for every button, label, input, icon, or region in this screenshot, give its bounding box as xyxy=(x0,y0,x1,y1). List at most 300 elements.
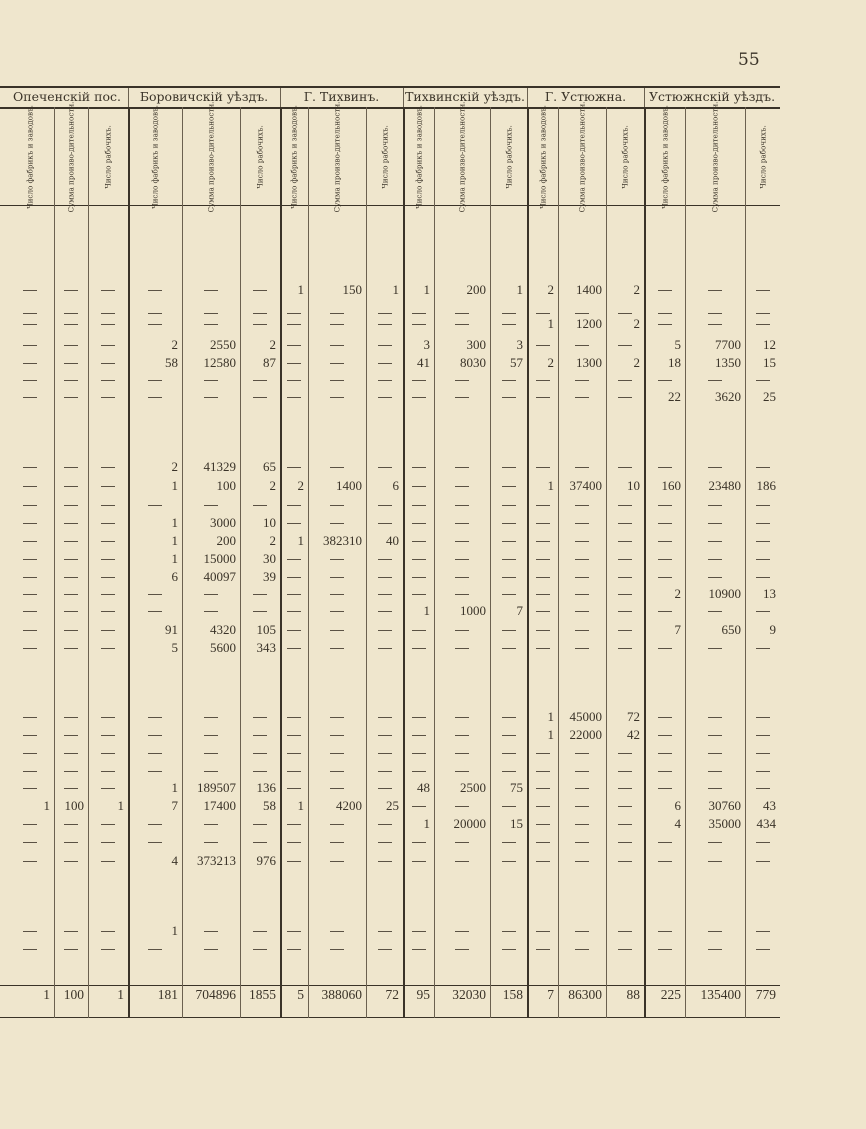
table-cell: 37400 xyxy=(569,478,602,493)
table-row xyxy=(0,603,866,619)
empty-cell-dash xyxy=(575,611,589,612)
empty-cell-dash xyxy=(618,648,632,649)
table-cell: 10 xyxy=(263,515,276,530)
empty-cell-dash xyxy=(64,717,78,718)
empty-cell-dash xyxy=(502,559,516,560)
empty-cell-dash xyxy=(64,949,78,950)
empty-cell-dash xyxy=(253,397,267,398)
empty-cell-dash xyxy=(455,717,469,718)
empty-cell-dash xyxy=(412,861,426,862)
table-row xyxy=(0,316,866,332)
empty-cell-dash xyxy=(287,861,301,862)
table-row xyxy=(0,853,866,869)
empty-cell-dash xyxy=(23,630,37,631)
empty-cell-dash xyxy=(378,717,392,718)
empty-cell-dash xyxy=(658,523,672,524)
table-row xyxy=(0,586,866,602)
table-row xyxy=(0,569,866,585)
empty-cell-dash xyxy=(23,577,37,578)
empty-cell-dash xyxy=(101,771,115,772)
table-cell: 2 xyxy=(547,282,554,297)
empty-cell-dash xyxy=(756,324,770,325)
empty-cell-dash xyxy=(287,717,301,718)
table-row xyxy=(0,622,866,638)
empty-cell-dash xyxy=(412,313,426,314)
empty-cell-dash xyxy=(253,290,267,291)
empty-cell-dash xyxy=(536,577,550,578)
table-cell: 105 xyxy=(256,622,276,637)
empty-cell-dash xyxy=(536,771,550,772)
empty-cell-dash xyxy=(64,861,78,862)
empty-cell-dash xyxy=(618,824,632,825)
table-cell: 58 xyxy=(165,355,178,370)
totals-row xyxy=(0,987,866,1003)
table-row xyxy=(0,533,866,549)
table-cell: 91 xyxy=(165,622,178,637)
empty-cell-dash xyxy=(536,345,550,346)
empty-cell-dash xyxy=(575,806,589,807)
table-row xyxy=(0,372,866,388)
empty-cell-dash xyxy=(536,559,550,560)
column-header xyxy=(280,105,308,209)
empty-cell-dash xyxy=(575,313,589,314)
empty-cell-dash xyxy=(502,505,516,506)
column-header-text: Сумма произво-дительности. xyxy=(66,101,76,213)
empty-cell-dash xyxy=(536,541,550,542)
empty-cell-dash xyxy=(101,324,115,325)
empty-cell-dash xyxy=(502,842,516,843)
empty-cell-dash xyxy=(536,949,550,950)
empty-cell-dash xyxy=(378,611,392,612)
empty-cell-dash xyxy=(378,949,392,950)
empty-cell-dash xyxy=(378,788,392,789)
empty-cell-dash xyxy=(64,380,78,381)
empty-cell-dash xyxy=(455,806,469,807)
empty-cell-dash xyxy=(756,788,770,789)
empty-cell-dash xyxy=(455,931,469,932)
empty-cell-dash xyxy=(455,467,469,468)
empty-cell-dash xyxy=(708,313,722,314)
empty-cell-dash xyxy=(618,931,632,932)
empty-cell-dash xyxy=(575,753,589,754)
empty-cell-dash xyxy=(204,611,218,612)
column-header-text: Число фабрикъ и заводовъ. xyxy=(538,105,547,209)
empty-cell-dash xyxy=(536,824,550,825)
table-cell: 40097 xyxy=(203,569,236,584)
table-row xyxy=(0,551,866,567)
table-cell: 20000 xyxy=(453,816,486,831)
empty-cell-dash xyxy=(708,735,722,736)
table-row xyxy=(0,459,866,475)
empty-cell-dash xyxy=(287,842,301,843)
empty-cell-dash xyxy=(756,380,770,381)
empty-cell-dash xyxy=(502,630,516,631)
empty-cell-dash xyxy=(287,824,301,825)
empty-cell-dash xyxy=(536,594,550,595)
empty-cell-dash xyxy=(455,949,469,950)
empty-cell-dash xyxy=(536,648,550,649)
table-rule xyxy=(0,985,780,986)
empty-cell-dash xyxy=(23,788,37,789)
column-header-text: Число фабрикъ и заводовъ. xyxy=(289,105,299,209)
empty-cell-dash xyxy=(378,505,392,506)
table-cell: 7 xyxy=(674,622,681,637)
empty-cell-dash xyxy=(708,648,722,649)
empty-cell-dash xyxy=(412,594,426,595)
empty-cell-dash xyxy=(330,577,344,578)
empty-cell-dash xyxy=(502,486,516,487)
table-row xyxy=(0,709,866,725)
empty-cell-dash xyxy=(253,505,267,506)
empty-cell-dash xyxy=(148,735,162,736)
empty-cell-dash xyxy=(502,523,516,524)
table-rule xyxy=(0,86,780,88)
table-cell: 15000 xyxy=(203,551,236,566)
empty-cell-dash xyxy=(502,931,516,932)
table-row xyxy=(0,640,866,656)
empty-cell-dash xyxy=(204,505,218,506)
table-row xyxy=(0,941,866,957)
empty-cell-dash xyxy=(575,648,589,649)
empty-cell-dash xyxy=(575,380,589,381)
empty-cell-dash xyxy=(64,345,78,346)
empty-cell-dash xyxy=(502,380,516,381)
empty-cell-dash xyxy=(756,611,770,612)
table-cell: 650 xyxy=(721,622,741,637)
empty-cell-dash xyxy=(575,577,589,578)
empty-cell-dash xyxy=(708,611,722,612)
table-cell: 72 xyxy=(627,709,640,724)
empty-cell-dash xyxy=(756,771,770,772)
empty-cell-dash xyxy=(412,559,426,560)
empty-cell-dash xyxy=(148,290,162,291)
empty-cell-dash xyxy=(756,717,770,718)
empty-cell-dash xyxy=(756,290,770,291)
empty-cell-dash xyxy=(204,949,218,950)
empty-cell-dash xyxy=(708,324,722,325)
empty-cell-dash xyxy=(330,842,344,843)
empty-cell-dash xyxy=(708,290,722,291)
empty-cell-dash xyxy=(287,949,301,950)
table-row xyxy=(0,478,866,494)
empty-cell-dash xyxy=(412,771,426,772)
empty-cell-dash xyxy=(378,345,392,346)
empty-cell-dash xyxy=(253,594,267,595)
table-cell: 1400 xyxy=(336,478,362,493)
table-cell: 1 xyxy=(117,798,124,813)
table-cell: 1 xyxy=(547,478,554,493)
column-header xyxy=(366,110,403,204)
empty-cell-dash xyxy=(658,467,672,468)
table-cell: 4200 xyxy=(336,798,362,813)
empty-cell-dash xyxy=(378,363,392,364)
table-cell: 2 xyxy=(633,355,640,370)
empty-cell-dash xyxy=(23,397,37,398)
group-header: Г. Тихвинъ. xyxy=(303,89,380,104)
table-cell: 10900 xyxy=(708,586,741,601)
table-cell: 72 xyxy=(385,987,399,1002)
empty-cell-dash xyxy=(412,486,426,487)
column-header xyxy=(745,110,780,204)
empty-cell-dash xyxy=(378,861,392,862)
empty-cell-dash xyxy=(378,324,392,325)
empty-cell-dash xyxy=(412,397,426,398)
empty-cell-dash xyxy=(253,313,267,314)
table-cell: 2 xyxy=(633,282,640,297)
table-row xyxy=(0,515,866,531)
table-cell: 45000 xyxy=(569,709,602,724)
table-cell: 48 xyxy=(417,780,430,795)
empty-cell-dash xyxy=(287,648,301,649)
empty-cell-dash xyxy=(148,324,162,325)
table-cell: 1 xyxy=(423,603,430,618)
table-cell: 2 xyxy=(269,533,276,548)
empty-cell-dash xyxy=(101,648,115,649)
empty-cell-dash xyxy=(536,842,550,843)
table-cell: 43 xyxy=(763,798,776,813)
empty-cell-dash xyxy=(148,594,162,595)
empty-cell-dash xyxy=(575,523,589,524)
empty-cell-dash xyxy=(287,611,301,612)
empty-cell-dash xyxy=(412,949,426,950)
empty-cell-dash xyxy=(536,380,550,381)
empty-cell-dash xyxy=(618,559,632,560)
empty-cell-dash xyxy=(23,313,37,314)
empty-cell-dash xyxy=(253,324,267,325)
empty-cell-dash xyxy=(455,380,469,381)
table-row xyxy=(0,763,866,779)
empty-cell-dash xyxy=(536,931,550,932)
empty-cell-dash xyxy=(756,861,770,862)
empty-cell-dash xyxy=(455,397,469,398)
column-header xyxy=(558,101,606,213)
empty-cell-dash xyxy=(287,345,301,346)
table-cell: 5600 xyxy=(210,640,236,655)
empty-cell-dash xyxy=(455,577,469,578)
empty-cell-dash xyxy=(502,594,516,595)
empty-cell-dash xyxy=(204,735,218,736)
column-header xyxy=(490,110,527,204)
table-cell: 40 xyxy=(386,533,399,548)
empty-cell-dash xyxy=(618,806,632,807)
empty-cell-dash xyxy=(287,559,301,560)
column-header-text: Сумма произво-дительности. xyxy=(710,101,720,213)
empty-cell-dash xyxy=(618,523,632,524)
group-header: Опеченскій пос. xyxy=(13,89,121,104)
table-cell: 225 xyxy=(660,987,681,1002)
empty-cell-dash xyxy=(618,949,632,950)
empty-cell-dash xyxy=(204,397,218,398)
empty-cell-dash xyxy=(756,541,770,542)
empty-cell-dash xyxy=(23,611,37,612)
empty-cell-dash xyxy=(618,397,632,398)
empty-cell-dash xyxy=(658,577,672,578)
empty-cell-dash xyxy=(412,505,426,506)
empty-cell-dash xyxy=(23,861,37,862)
table-cell: 75 xyxy=(510,780,523,795)
empty-cell-dash xyxy=(64,363,78,364)
column-header-text: Число рабочихъ. xyxy=(103,125,113,189)
empty-cell-dash xyxy=(148,771,162,772)
empty-cell-dash xyxy=(330,771,344,772)
empty-cell-dash xyxy=(412,324,426,325)
empty-cell-dash xyxy=(23,345,37,346)
empty-cell-dash xyxy=(536,611,550,612)
column-header-text: Число рабочихъ. xyxy=(620,125,630,189)
empty-cell-dash xyxy=(204,842,218,843)
empty-cell-dash xyxy=(64,931,78,932)
empty-cell-dash xyxy=(658,949,672,950)
table-cell: 1 xyxy=(297,798,304,813)
empty-cell-dash xyxy=(455,505,469,506)
table-cell: 30 xyxy=(263,551,276,566)
empty-cell-dash xyxy=(502,806,516,807)
group-header: Боровичскій уѣздъ. xyxy=(139,89,269,104)
empty-cell-dash xyxy=(204,290,218,291)
column-header xyxy=(6,105,54,209)
empty-cell-dash xyxy=(101,630,115,631)
table-cell: 186 xyxy=(756,478,776,493)
table-cell: 2 xyxy=(674,586,681,601)
empty-cell-dash xyxy=(412,806,426,807)
empty-cell-dash xyxy=(536,313,550,314)
empty-cell-dash xyxy=(330,861,344,862)
empty-cell-dash xyxy=(287,788,301,789)
empty-cell-dash xyxy=(378,842,392,843)
empty-cell-dash xyxy=(618,541,632,542)
empty-cell-dash xyxy=(756,949,770,950)
table-row xyxy=(0,780,866,796)
empty-cell-dash xyxy=(253,380,267,381)
empty-cell-dash xyxy=(330,467,344,468)
table-cell: 1 xyxy=(547,727,554,742)
table-cell: 10 xyxy=(627,478,640,493)
empty-cell-dash xyxy=(708,861,722,862)
empty-cell-dash xyxy=(708,949,722,950)
empty-cell-dash xyxy=(658,559,672,560)
empty-cell-dash xyxy=(502,735,516,736)
table-cell: 200 xyxy=(216,533,236,548)
table-cell: 1 xyxy=(392,282,399,297)
empty-cell-dash xyxy=(101,788,115,789)
empty-cell-dash xyxy=(330,611,344,612)
empty-cell-dash xyxy=(658,842,672,843)
empty-cell-dash xyxy=(756,559,770,560)
empty-cell-dash xyxy=(23,842,37,843)
empty-cell-dash xyxy=(253,771,267,772)
table-cell: 1 xyxy=(171,780,178,795)
table-row xyxy=(0,727,866,743)
table-cell: 200 xyxy=(466,282,486,297)
column-header xyxy=(128,105,182,209)
empty-cell-dash xyxy=(502,313,516,314)
empty-cell-dash xyxy=(23,505,37,506)
table-cell: 181 xyxy=(157,987,178,1002)
empty-cell-dash xyxy=(23,290,37,291)
table-cell: 1 xyxy=(43,987,50,1002)
empty-cell-dash xyxy=(412,931,426,932)
table-cell: 2 xyxy=(171,337,178,352)
empty-cell-dash xyxy=(536,467,550,468)
empty-cell-dash xyxy=(658,611,672,612)
empty-cell-dash xyxy=(330,313,344,314)
empty-cell-dash xyxy=(756,753,770,754)
empty-cell-dash xyxy=(23,594,37,595)
empty-cell-dash xyxy=(708,380,722,381)
empty-cell-dash xyxy=(575,345,589,346)
empty-cell-dash xyxy=(618,380,632,381)
empty-cell-dash xyxy=(101,577,115,578)
empty-cell-dash xyxy=(330,559,344,560)
empty-cell-dash xyxy=(708,559,722,560)
column-header xyxy=(403,105,434,209)
empty-cell-dash xyxy=(455,630,469,631)
empty-cell-dash xyxy=(101,397,115,398)
empty-cell-dash xyxy=(23,559,37,560)
empty-cell-dash xyxy=(455,861,469,862)
empty-cell-dash xyxy=(618,771,632,772)
empty-cell-dash xyxy=(23,648,37,649)
table-cell: 7700 xyxy=(715,337,741,352)
empty-cell-dash xyxy=(575,931,589,932)
empty-cell-dash xyxy=(756,467,770,468)
table-cell: 22000 xyxy=(569,727,602,742)
empty-cell-dash xyxy=(412,842,426,843)
empty-cell-dash xyxy=(148,949,162,950)
empty-cell-dash xyxy=(23,753,37,754)
empty-cell-dash xyxy=(101,313,115,314)
empty-cell-dash xyxy=(330,523,344,524)
empty-cell-dash xyxy=(101,541,115,542)
table-cell: 3 xyxy=(516,337,523,352)
empty-cell-dash xyxy=(575,397,589,398)
table-cell: 158 xyxy=(502,987,523,1002)
empty-cell-dash xyxy=(412,467,426,468)
empty-cell-dash xyxy=(756,931,770,932)
empty-cell-dash xyxy=(287,505,301,506)
empty-cell-dash xyxy=(101,735,115,736)
empty-cell-dash xyxy=(64,559,78,560)
empty-cell-dash xyxy=(618,630,632,631)
table-cell: 42 xyxy=(627,727,640,742)
empty-cell-dash xyxy=(287,523,301,524)
table-cell: 41329 xyxy=(203,459,236,474)
empty-cell-dash xyxy=(378,630,392,631)
column-header xyxy=(644,105,685,209)
table-cell: 2 xyxy=(633,316,640,331)
empty-cell-dash xyxy=(101,559,115,560)
empty-cell-dash xyxy=(287,735,301,736)
table-cell: 100 xyxy=(64,798,84,813)
empty-cell-dash xyxy=(330,630,344,631)
empty-cell-dash xyxy=(536,505,550,506)
empty-cell-dash xyxy=(536,523,550,524)
table-cell: 100 xyxy=(63,987,84,1002)
empty-cell-dash xyxy=(455,559,469,560)
empty-cell-dash xyxy=(708,931,722,932)
empty-cell-dash xyxy=(502,861,516,862)
empty-cell-dash xyxy=(658,717,672,718)
empty-cell-dash xyxy=(23,735,37,736)
empty-cell-dash xyxy=(658,324,672,325)
table-cell: 9 xyxy=(769,622,776,637)
table-cell: 3000 xyxy=(210,515,236,530)
empty-cell-dash xyxy=(412,380,426,381)
table-row xyxy=(0,816,866,832)
empty-cell-dash xyxy=(148,380,162,381)
empty-cell-dash xyxy=(536,397,550,398)
empty-cell-dash xyxy=(287,380,301,381)
